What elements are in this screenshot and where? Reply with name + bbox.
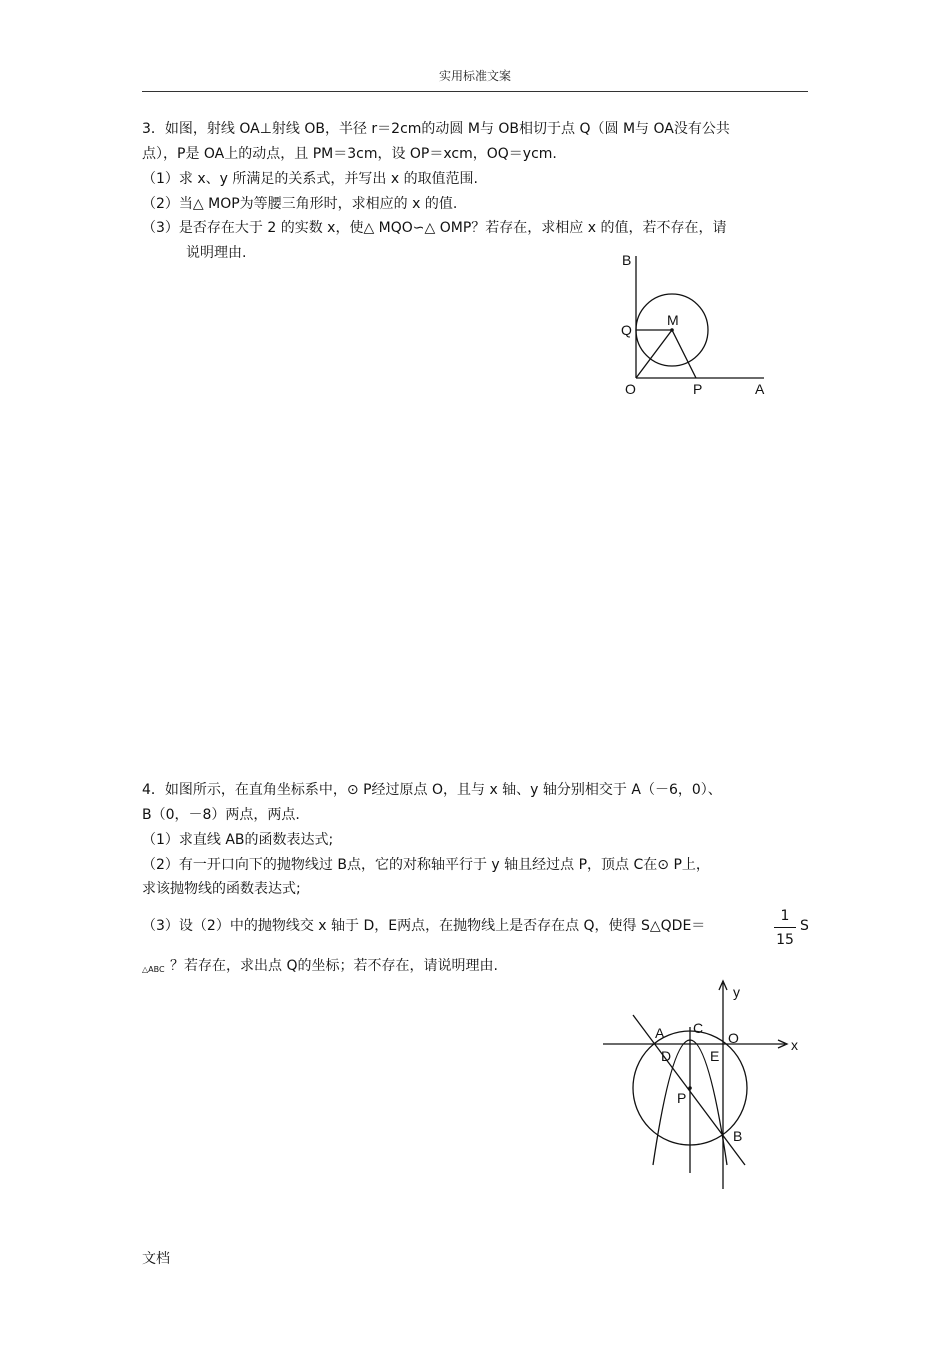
problem3-figure	[610, 248, 780, 403]
segment-mp	[672, 330, 696, 378]
problem4-question3: （3）设（2）中的抛物线交 x 轴于 D，E两点，在抛物线上是否存在点 Q，使得 S△QDE＝	[142, 918, 706, 934]
fraction-denominator: 15	[776, 932, 794, 948]
point-m	[670, 328, 674, 332]
label-a: A	[655, 1025, 665, 1041]
label-b: B	[622, 252, 632, 268]
problem4-question1: （1）求直线 AB的函数表达式;	[142, 832, 334, 848]
label-o: O	[728, 1030, 739, 1046]
label-b: B	[733, 1128, 743, 1144]
fraction-numerator: 1	[780, 908, 790, 924]
page-header: 实用标准文案	[438, 69, 511, 83]
point-p	[688, 1086, 692, 1090]
label-y: y	[733, 984, 740, 1000]
problem4-question3-cont: ？若存在，求出点 Q的坐标；若不存在，请说明理由.	[170, 958, 498, 974]
problem3-question2: （2）当△ MOP为等腰三角形时，求相应的 x 的值.	[142, 196, 458, 212]
problem3-line1: 3．如图，射线 OA⊥射线 OB，半径 r＝2cm的动圆 M与 OB相切于点 Q（圆 M与 OA没有公共	[142, 121, 730, 137]
problem3-line2: 点），P是 OA上的动点，且 PM＝3cm，设 OP＝xcm，OQ＝ycm.	[142, 146, 557, 162]
label-p: P	[677, 1090, 687, 1106]
area-subscript: △ABC	[142, 965, 165, 974]
label-x: x	[791, 1037, 798, 1053]
label-q: Q	[621, 322, 632, 338]
label-a: A	[755, 381, 765, 397]
problem3-question3: （3）是否存在大于 2 的实数 x，使△ MQO∽△ OMP？若存在，求相应 x 的值，若不存在，请	[142, 220, 727, 236]
problem4-figure	[595, 975, 810, 1195]
label-o: O	[625, 381, 636, 397]
problem3-question1: （1）求 x、y 所满足的关系式，并写出 x 的取值范围.	[142, 171, 479, 187]
fraction-tail: S	[800, 918, 809, 934]
page-footer: 文档	[142, 1251, 170, 1267]
fraction-bar	[774, 927, 796, 928]
segment-om	[636, 330, 672, 378]
label-p: P	[693, 381, 703, 397]
label-d: D	[661, 1048, 672, 1064]
label-e: E	[710, 1048, 720, 1064]
label-c: C	[693, 1020, 704, 1036]
label-m: M	[667, 312, 679, 328]
problem3-question3-cont: 说明理由.	[186, 245, 247, 261]
problem4-line2: B（0，－8）两点，两点.	[142, 807, 300, 823]
problem4-question2-cont: 求该抛物线的函数表达式;	[142, 881, 301, 897]
problem4-line1: 4．如图所示，在直角坐标系中，⊙ P经过原点 O，且与 x 轴、y 轴分别相交于 A（－6，0）、	[142, 782, 722, 798]
header-rule	[142, 91, 808, 92]
problem4-question2: （2）有一开口向下的抛物线过 B点，它的对称轴平行于 y 轴且经过点 P，顶点 C在⊙ P上，	[142, 857, 710, 873]
